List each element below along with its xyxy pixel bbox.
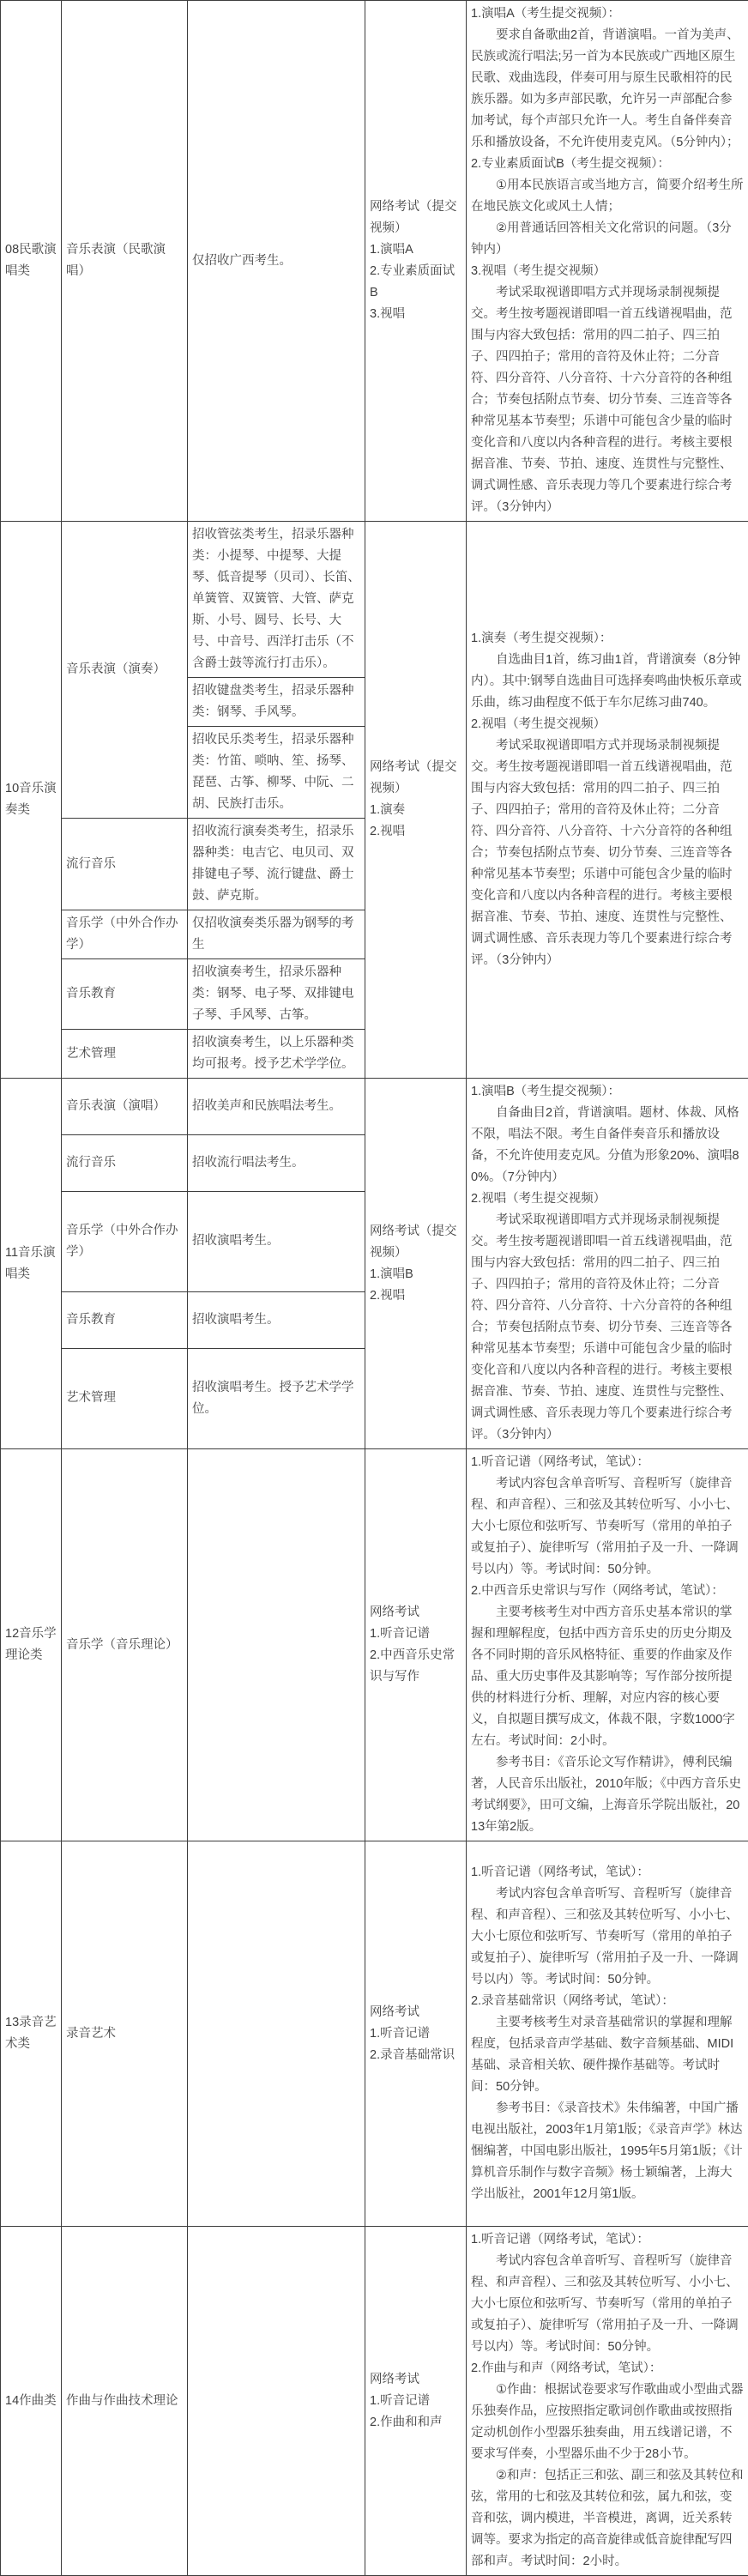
requirement-paragraph: 要求自备歌曲2首，背谱演唱。一首为美声、民族或流行唱法;另一首为本民族或广西地区原生民歌、戏曲选段，伴奏可用与原生民歌相符的民族乐器。如为多声部民歌，允许另一声部配合参加考试，每个声部只允许一人。考生自备伴奏音乐和播放设备，不允许使用麦克风。（5分钟内）；	[471, 25, 744, 154]
exam-item: 1.演唱A	[370, 239, 461, 261]
requirement-paragraph: 2.视唱（考生提交视频）	[471, 1188, 744, 1210]
category-cell: 08民歌演唱类	[1, 1, 62, 522]
category-cell: 12音乐学理论类	[1, 1449, 62, 1841]
requirement-paragraph: 1.听音记谱（网络考试，笔试）：	[471, 2229, 744, 2251]
exam-item: 2.视唱	[370, 1285, 461, 1307]
major-cell: 音乐教育	[62, 1291, 188, 1348]
note-cell: 招收演唱考生。	[188, 1191, 365, 1291]
requirement-paragraph: 自选曲目1首，练习曲1首，背谱演奏（8分钟内）。其中:钢琴自选曲目可选择奏鸣曲快板乐章或乐曲，练习曲程度不低于车尔尼练习曲740。	[471, 650, 744, 714]
requirement-paragraph: 考试内容包含单音听写、音程听写（旋律音程、和声音程）、三和弦及其转位听写、小小七、大小七原位和弦听写、节奏听写（常用的单拍子或复拍子）、旋律听写（常用拍子及一升、一降调号以内）等。考试时间：50分钟。	[471, 2251, 744, 2358]
exam-cell	[365, 1841, 467, 2227]
requirement-paragraph: 主要考核考生对中西方音乐史基本常识的掌握和理解程度，包括中西方音乐史的历史分期及各不同时期的音乐风格特征、重要的作曲家及作品、重大历史事件及其影响等；写作部分按所提供的材料进行分析、理解，对应内容的核心要义，自拟题目撰写成文，体裁不限，字数1000字左右。考试时间：2小时。	[471, 1602, 744, 1752]
table-row	[1, 1, 748, 522]
exam-cell	[365, 1449, 467, 1841]
requirement-paragraph: ①用本民族语言或当地方言，简要介绍考生所在地民族文化或风土人情；	[471, 175, 744, 218]
exam-item: 2.作曲和和声	[370, 2412, 461, 2434]
exam-item: 2.专业素质面试B	[370, 261, 461, 304]
requirement-paragraph: 2.中西音乐史常识与写作（网络考试，笔试）：	[471, 1581, 744, 1602]
major-cell: 作曲与作曲技术理论	[62, 2227, 188, 2576]
note-cell	[188, 1841, 365, 2227]
major-cell: 录音艺术	[62, 1841, 188, 2227]
exam-mode: 网络考试（提交视频）	[370, 757, 461, 800]
requirements-cell	[467, 1079, 748, 1449]
requirement-paragraph: 主要考核考生对录音基础常识的掌握和理解程度，包括录音声学基础、数字音频基础、MIDI基础、录音相关软、硬件操作基础等。考试时间：50分钟。	[471, 2012, 744, 2098]
exam-item: 1.听音记谱	[370, 2023, 461, 2045]
category-cell: 11音乐演唱类	[1, 1079, 62, 1449]
exam-mode: 网络考试（提交视频）	[370, 1221, 461, 1264]
exam-mode: 网络考试	[370, 2369, 461, 2391]
requirements-cell	[467, 2227, 748, 2576]
exam-item: 3.视唱	[370, 304, 461, 325]
note-cell: 招收流行唱法考生。	[188, 1134, 365, 1191]
requirements-cell	[467, 522, 748, 1079]
requirement-paragraph: 考试内容包含单音听写、音程听写（旋律音程、和声音程）、三和弦及其转位听写、小小七、大小七原位和弦听写、节奏听写（常用的单拍子或复拍子）、旋律听写（常用拍子及一升、一降调号以内）等。考试时间：50分钟。	[471, 1473, 744, 1581]
exam-cell	[365, 1079, 467, 1449]
category-cell: 10音乐演奏类	[1, 522, 62, 1079]
major-cell: 音乐学（中外合作办学）	[62, 1191, 188, 1291]
note-cell: 招收管弦类考生，招录乐器种类：小提琴、中提琴、大提琴、低音提琴（贝司）、长笛、单簧管、双簧管、大管、萨克斯、小号、圆号、长号、大号、中音号、西洋打击乐（不含爵士鼓等流行打击乐）。	[188, 522, 365, 678]
requirement-paragraph: 2.作曲与和声（网络考试，笔试）：	[471, 2358, 744, 2379]
exam-item: 1.演奏	[370, 800, 461, 821]
table-row	[1, 2227, 748, 2576]
exam-item: 1.演唱B	[370, 1264, 461, 1285]
requirement-paragraph: 考试采取视谱即唱方式并现场录制视频提交。考生按考题视谱即唱一首五线谱视唱曲，范围与内容大致包括：常用的四二拍子、四三拍子、四四拍子；常用的音符及休止符；二分音符、四分音符、八分音符、十六分音符的各种组合；节奏包括附点节奏、切分节奏、三连音等各种常见基本节奏型；乐谱中可能包含少量的临时变化音和八度以内各种音程的进行。考核主要根据音准、节奏、节拍、速度、连贯性与完整性、调式调性感、音乐表现力等几个要素进行综合考评。（3分钟内）	[471, 735, 744, 971]
major-cell: 音乐表演（民歌演唱）	[62, 1, 188, 522]
exam-item: 2.录音基础常识	[370, 2045, 461, 2066]
exam-item: 1.听音记谱	[370, 2391, 461, 2412]
major-cell: 流行音乐	[62, 819, 188, 910]
note-cell: 招收演奏考生，招录乐器种类：钢琴、电子琴、双排键电子琴、手风琴、古筝。	[188, 959, 365, 1030]
requirements-cell	[467, 1841, 748, 2227]
requirement-paragraph: 1.演唱B（考生提交视频）：	[471, 1081, 744, 1103]
exam-item: 2.中西音乐史常识与写作	[370, 1645, 461, 1688]
exam-item: 1.听音记谱	[370, 1624, 461, 1645]
requirement-paragraph: 参考书目：《录音技术》朱伟编著，中国广播电视出版社，2003年1月第1版；《录音声学》林达悃编著，中国电影出版社，1995年5月第1版；《计算机音乐制作与数字音频》杨士颖编著，上海大学出版社，2001年12月第1版。	[471, 2098, 744, 2205]
requirements-cell	[467, 1, 748, 522]
note-cell: 仅招收演奏类乐器为钢琴的考生	[188, 910, 365, 959]
exam-mode: 网络考试	[370, 2002, 461, 2023]
note-cell: 招收流行演奏类考生，招录乐器种类：电吉它、电贝司、双排键电子琴、流行键盘、爵士鼓、萨克斯。	[188, 819, 365, 910]
table-row	[1, 1079, 748, 1135]
requirement-paragraph: ②用普通话回答相关文化常识的问题。（3分钟内）	[471, 218, 744, 261]
requirement-paragraph: 2.视唱（考生提交视频）	[471, 714, 744, 735]
major-cell: 音乐表演（演唱）	[62, 1079, 188, 1135]
note-cell: 仅招收广西考生。	[188, 1, 365, 522]
note-cell: 招收美声和民族唱法考生。	[188, 1079, 365, 1135]
requirement-paragraph: 3.视唱（考生提交视频）	[471, 261, 744, 282]
requirement-paragraph: 考试内容包含单音听写、音程听写（旋律音程、和声音程）、三和弦及其转位听写、小小七、大小七原位和弦听写、节奏听写（常用的单拍子或复拍子）、旋律听写（常用拍子及一升、一降调号以内）等。考试时间：50分钟。	[471, 1884, 744, 1991]
requirement-paragraph: 2.录音基础常识（网络考试，笔试）：	[471, 1991, 744, 2012]
note-cell: 招收演奏考生，以上乐器种类均可报考。授予艺术学学位。	[188, 1030, 365, 1079]
exam-mode: 网络考试（提交视频）	[370, 197, 461, 239]
major-cell: 音乐学（中外合作办学）	[62, 910, 188, 959]
table-row	[1, 522, 748, 678]
requirement-paragraph: 1.听音记谱（网络考试，笔试）：	[471, 1862, 744, 1884]
requirement-paragraph: 1.演唱A（考生提交视频）：	[471, 3, 744, 25]
category-cell: 13录音艺术类	[1, 1841, 62, 2227]
requirement-paragraph: 参考书目：《音乐论文写作精讲》，傅利民编著，人民音乐出版社，2010年版；《中西方音乐史考试纲要》，田可文编，上海音乐学院出版社，2013年第2版。	[471, 1752, 744, 1838]
major-cell: 流行音乐	[62, 1134, 188, 1191]
major-cell: 音乐学（音乐理论）	[62, 1449, 188, 1841]
note-cell	[188, 1449, 365, 1841]
note-cell: 招收民乐类考生，招录乐器种类：竹笛、唢呐、笙、扬琴、琵琶、古筝、柳琴、中阮、二胡、民族打击乐。	[188, 727, 365, 819]
requirement-paragraph: 1.演奏（考生提交视频）：	[471, 628, 744, 650]
requirement-paragraph: 2.专业素质面试B（考生提交视频）：	[471, 154, 744, 175]
table-row	[1, 1449, 748, 1841]
requirement-paragraph: 考试采取视谱即唱方式并现场录制视频提交。考生按考题视谱即唱一首五线谱视唱曲，范围与内容大致包括：常用的四二拍子、四三拍子、四四拍子；常用的音符及休止符；二分音符、四分音符、八分音符、十六分音符的各种组合；节奏包括附点节奏、切分节奏、三连音等各种常见基本节奏型；乐谱中可能包含少量的临时变化音和八度以内各种音程的进行。考核主要根据音准、节奏、节拍、速度、连贯性与完整性、调式调性感、音乐表现力等几个要素进行综合考评。（3分钟内）	[471, 282, 744, 518]
major-cell: 艺术管理	[62, 1030, 188, 1079]
major-cell: 艺术管理	[62, 1348, 188, 1448]
table-row	[1, 1841, 748, 2227]
requirement-paragraph: ①作曲：根据试卷要求写作歌曲或小型曲式器乐独奏作品，应按照指定歌词创作歌曲或按照指定动机创作小型器乐独奏曲，用五线谱记谱，不要求写伴奏，小型器乐曲不少于28小节。	[471, 2379, 744, 2465]
exam-cell	[365, 2227, 467, 2576]
note-cell: 招收演唱考生。授予艺术学学位。	[188, 1348, 365, 1448]
exam-item: 2.视唱	[370, 821, 461, 843]
exam-mode: 网络考试	[370, 1602, 461, 1624]
note-cell: 招收演唱考生。	[188, 1291, 365, 1348]
exam-cell	[365, 522, 467, 1079]
requirement-paragraph: 1.听音记谱（网络考试，笔试）：	[471, 1452, 744, 1473]
requirements-cell	[467, 1449, 748, 1841]
note-cell: 招收键盘类考生，招录乐器种类：钢琴、手风琴。	[188, 678, 365, 727]
exam-cell	[365, 1, 467, 522]
requirement-paragraph: 考试采取视谱即唱方式并现场录制视频提交。考生按考题视谱即唱一首五线谱视唱曲，范围与内容大致包括：常用的四二拍子、四三拍子、四四拍子；常用的音符及休止符；二分音符、四分音符、八分音符、十六分音符的各种组合；节奏包括附点节奏、切分节奏、三连音等各种常见基本节奏型；乐谱中可能包含少量的临时变化音和八度以内各种音程的进行。考核主要根据音准、节奏、节拍、速度、连贯性与完整性、调式调性感、音乐表现力等几个要素进行综合考评。（3分钟内）	[471, 1210, 744, 1446]
major-cell: 音乐教育	[62, 959, 188, 1030]
major-cell: 音乐表演（演奏）	[62, 522, 188, 819]
note-cell	[188, 2227, 365, 2576]
requirement-paragraph: ②和声：包括正三和弦、副三和弦及其转位和弦，常用的七和弦及其转位和弦，属九和弦，变音和弦，调内模进，半音模进，离调，近关系转调等。要求为指定的高音旋律或低音旋律配写四部和声。考试时间：2小时。	[471, 2465, 744, 2573]
category-cell: 14作曲类	[1, 2227, 62, 2576]
requirement-paragraph: 自备曲目2首，背谱演唱。题材、体裁、风格不限，唱法不限。考生自备伴奏音乐和播放设备，不允许使用麦克风。分值为形象20%、演唱80%。（7分钟内）	[471, 1103, 744, 1188]
